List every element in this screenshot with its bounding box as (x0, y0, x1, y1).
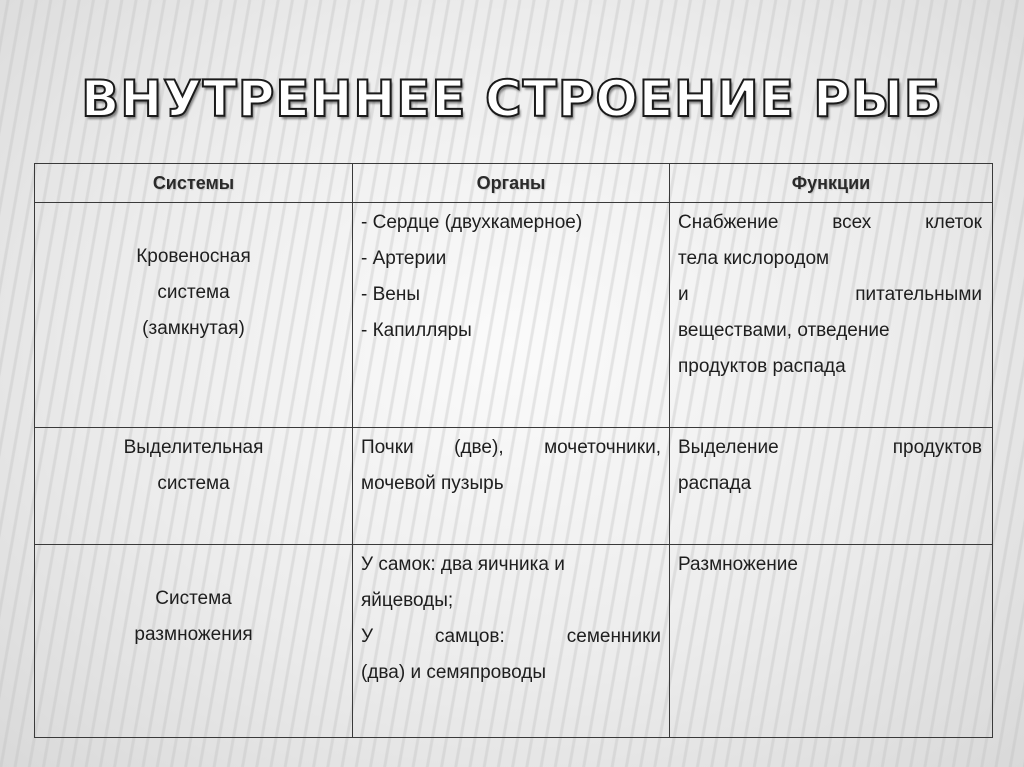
system-line: система (157, 282, 230, 303)
system-line: (замкнутая) (142, 318, 245, 339)
organ-line: - Капилляры (361, 320, 472, 341)
fish-anatomy-table (34, 163, 993, 738)
function-line: Снабжение всех клеток (678, 212, 982, 233)
system-line: система (157, 473, 230, 494)
system-cell (35, 428, 353, 545)
system-line: Система (155, 588, 232, 609)
functions-cell (670, 203, 993, 428)
table-row (35, 203, 993, 428)
system-cell (35, 203, 353, 428)
system-line: размножения (134, 624, 253, 645)
organ-line: - Сердце (двухкамерное) (361, 212, 583, 233)
function-line: продуктов распада (678, 356, 846, 377)
function-line: Выделение продуктов (678, 437, 982, 458)
organ-line: У самцов: семенники (361, 626, 661, 647)
header-systems: Системы (35, 164, 353, 203)
system-line: Кровеносная (136, 246, 251, 267)
organs-cell (353, 545, 670, 738)
function-line: веществами, отведение (678, 320, 890, 341)
organ-line: - Вены (361, 284, 420, 305)
organ-line: У самок: два яичника и (361, 554, 565, 575)
organ-line: яйцеводы; (361, 590, 454, 611)
organ-line: мочевой пузырь (361, 473, 504, 494)
organ-line: Почки (две), мочеточники, (361, 437, 661, 458)
table-row (35, 545, 993, 738)
table-header-row (35, 164, 993, 203)
organs-cell (353, 203, 670, 428)
slide-title: ВНУТРЕННЕЕ СТРОЕНИЕ РЫБ (81, 70, 943, 128)
header-organs: Органы (353, 164, 670, 203)
function-line: и питательными (678, 284, 982, 305)
organ-line: - Артерии (361, 248, 447, 269)
system-line: Выделительная (123, 437, 264, 458)
organ-line: (два) и семяпроводы (361, 662, 546, 683)
function-line: тела кислородом (678, 248, 830, 269)
header-functions: Функции (670, 164, 993, 203)
functions-cell (670, 428, 993, 545)
function-line: Размножение (678, 554, 798, 575)
system-cell (35, 545, 353, 738)
functions-cell (670, 545, 993, 738)
table-row (35, 428, 993, 545)
function-line: распада (678, 473, 752, 494)
organs-cell (353, 428, 670, 545)
